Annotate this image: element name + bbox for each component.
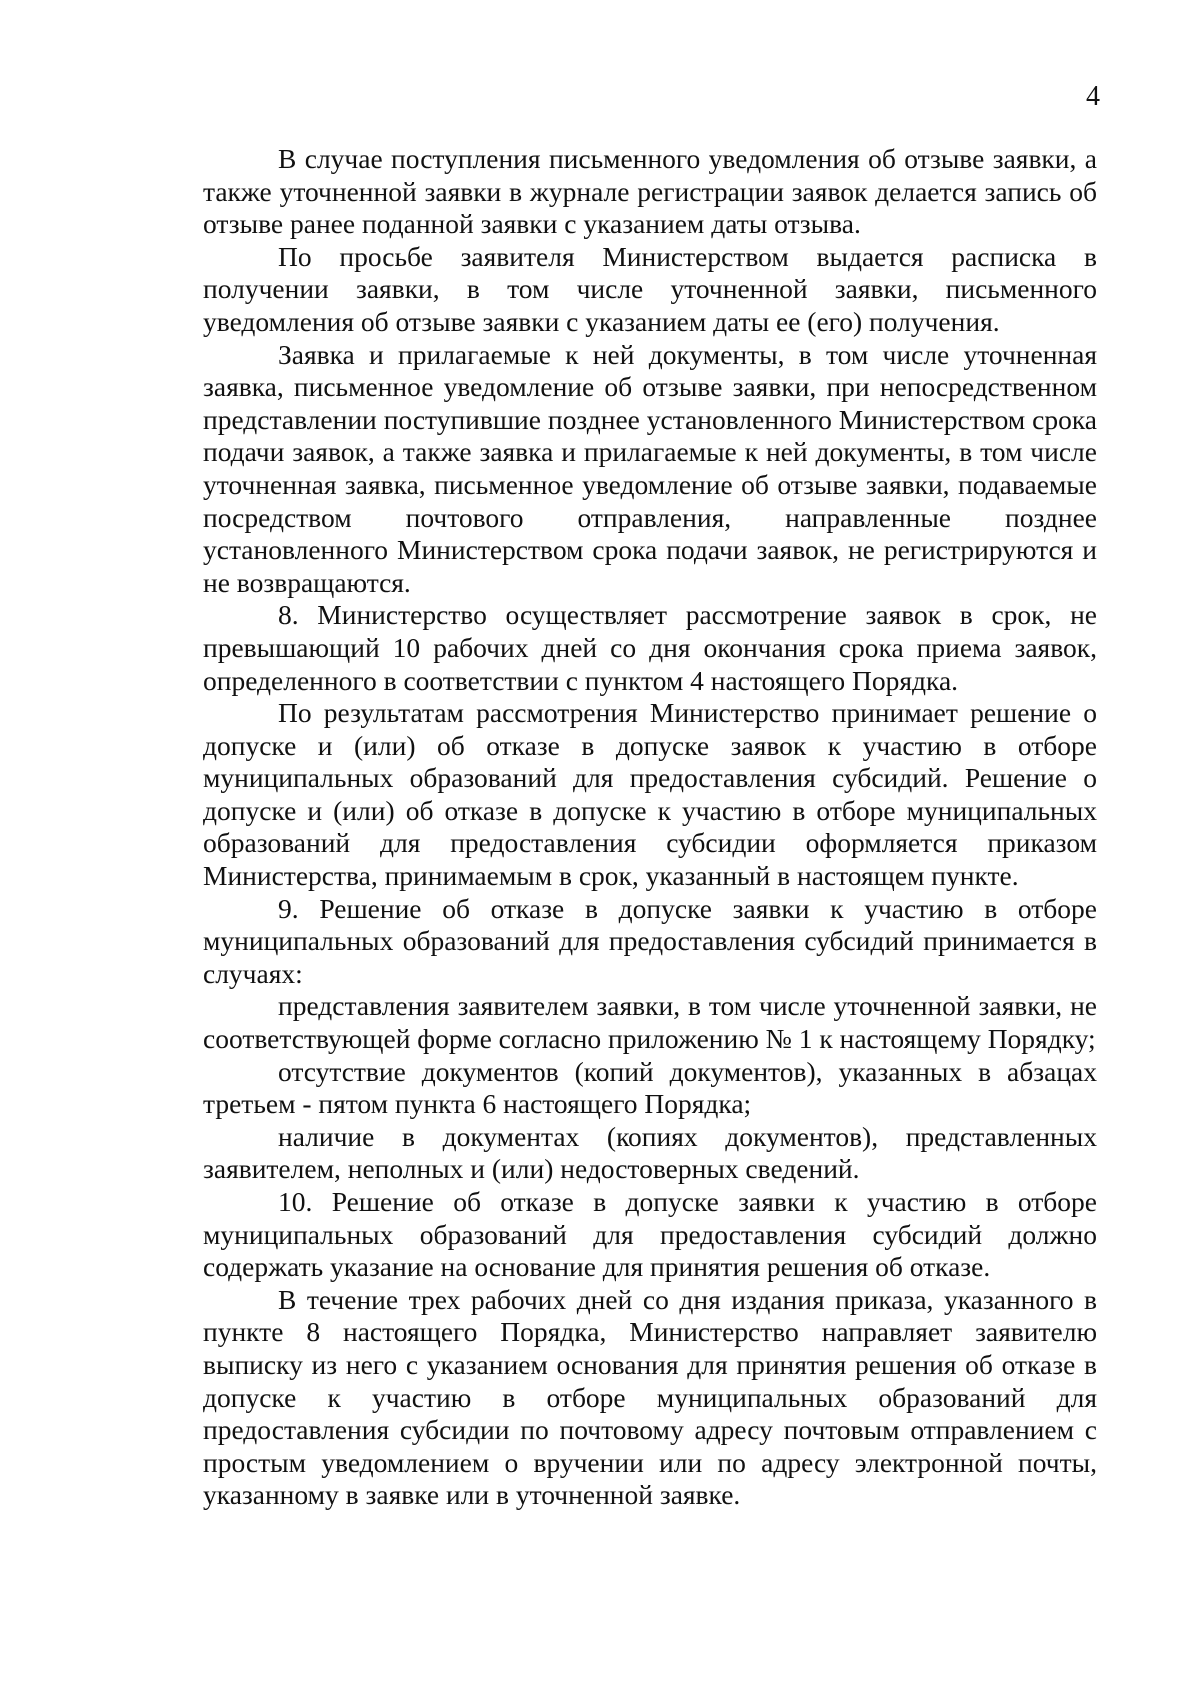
paragraph-receipt: По просьбе заявителя Министерством выдается расписка в получении заявки, в том числе уточненной заявки, письменного уведомления об отзыве заявки с указанием даты ее (его) получения. — [203, 240, 1097, 337]
paragraph-case-documents: отсутствие документов (копий документов), указанных в абзацах третьем - пятом пункта 6 настоящего Порядка; — [203, 1055, 1097, 1120]
page-number: 4 — [1086, 81, 1100, 112]
paragraph-late-applications: Заявка и прилагаемые к ней документы, в том числе уточненная заявка, письменное уведомление об отзыве заявки, при непосредственном представлении поступившие позднее установленного Министерством срока подачи заявок, а также заявка и прилагаемые к ней документы, в том числе уточненная заявка, письменное уведомление об отзыве заявки, подаваемые посредством почтового отправления, направленные позднее установленного Министерством срока подачи заявок, не регистрируются и не возвращаются. — [203, 338, 1097, 598]
paragraph-review-decision: По результатам рассмотрения Министерство принимает решение о допуске и (или) об отказе в допуске заявок к участию в отборе муниципальных образований для предоставления субсидий. Решение о допуске и (или) об отказе в допуске к участию в отборе муниципальных образований для предоставления субсидии оформляется приказом Министерства, принимаемым в срок, указанный в настоящем пункте. — [203, 697, 1097, 892]
paragraph-withdrawal-record: В случае поступления письменного уведомления об отзыве заявки, а также уточненной заявки в журнале регистрации заявок делается запись об отзыве ранее поданной заявки с указанием даты отзыва. — [203, 143, 1097, 240]
document-body — [203, 143, 1097, 1512]
paragraph-item-8: 8. Министерство осуществляет рассмотрение заявок в срок, не превышающий 10 рабочих дней со дня окончания срока приема заявок, определенного в соответствии с пунктом 4 настоящего Порядка. — [203, 599, 1097, 696]
paragraph-case-incomplete: наличие в документах (копиях документов), представленных заявителем, неполных и (или) недостоверных сведений. — [203, 1120, 1097, 1185]
paragraph-item-9: 9. Решение об отказе в допуске заявки к участию в отборе муниципальных образований для предоставления субсидий принимается в случаях: — [203, 892, 1097, 989]
paragraph-item-10: 10. Решение об отказе в допуске заявки к участию в отборе муниципальных образований для предоставления субсидий должно содержать указание на основание для принятия решения об отказе. — [203, 1186, 1097, 1283]
paragraph-notification: В течение трех рабочих дней со дня издания приказа, указанного в пункте 8 настоящего Порядка, Министерство направляет заявителю выписку из него с указанием основания для принятия решения об отказе в допуске к участию в отборе муниципальных образований для предоставления субсидии по почтовому адресу почтовым отправлением с простым уведомлением о вручении или по адресу электронной почты, указанному в заявке или в уточненной заявке. — [203, 1283, 1097, 1511]
paragraph-case-form: представления заявителем заявки, в том числе уточненной заявки, не соответствующей форме согласно приложению № 1 к настоящему Порядку; — [203, 990, 1097, 1055]
